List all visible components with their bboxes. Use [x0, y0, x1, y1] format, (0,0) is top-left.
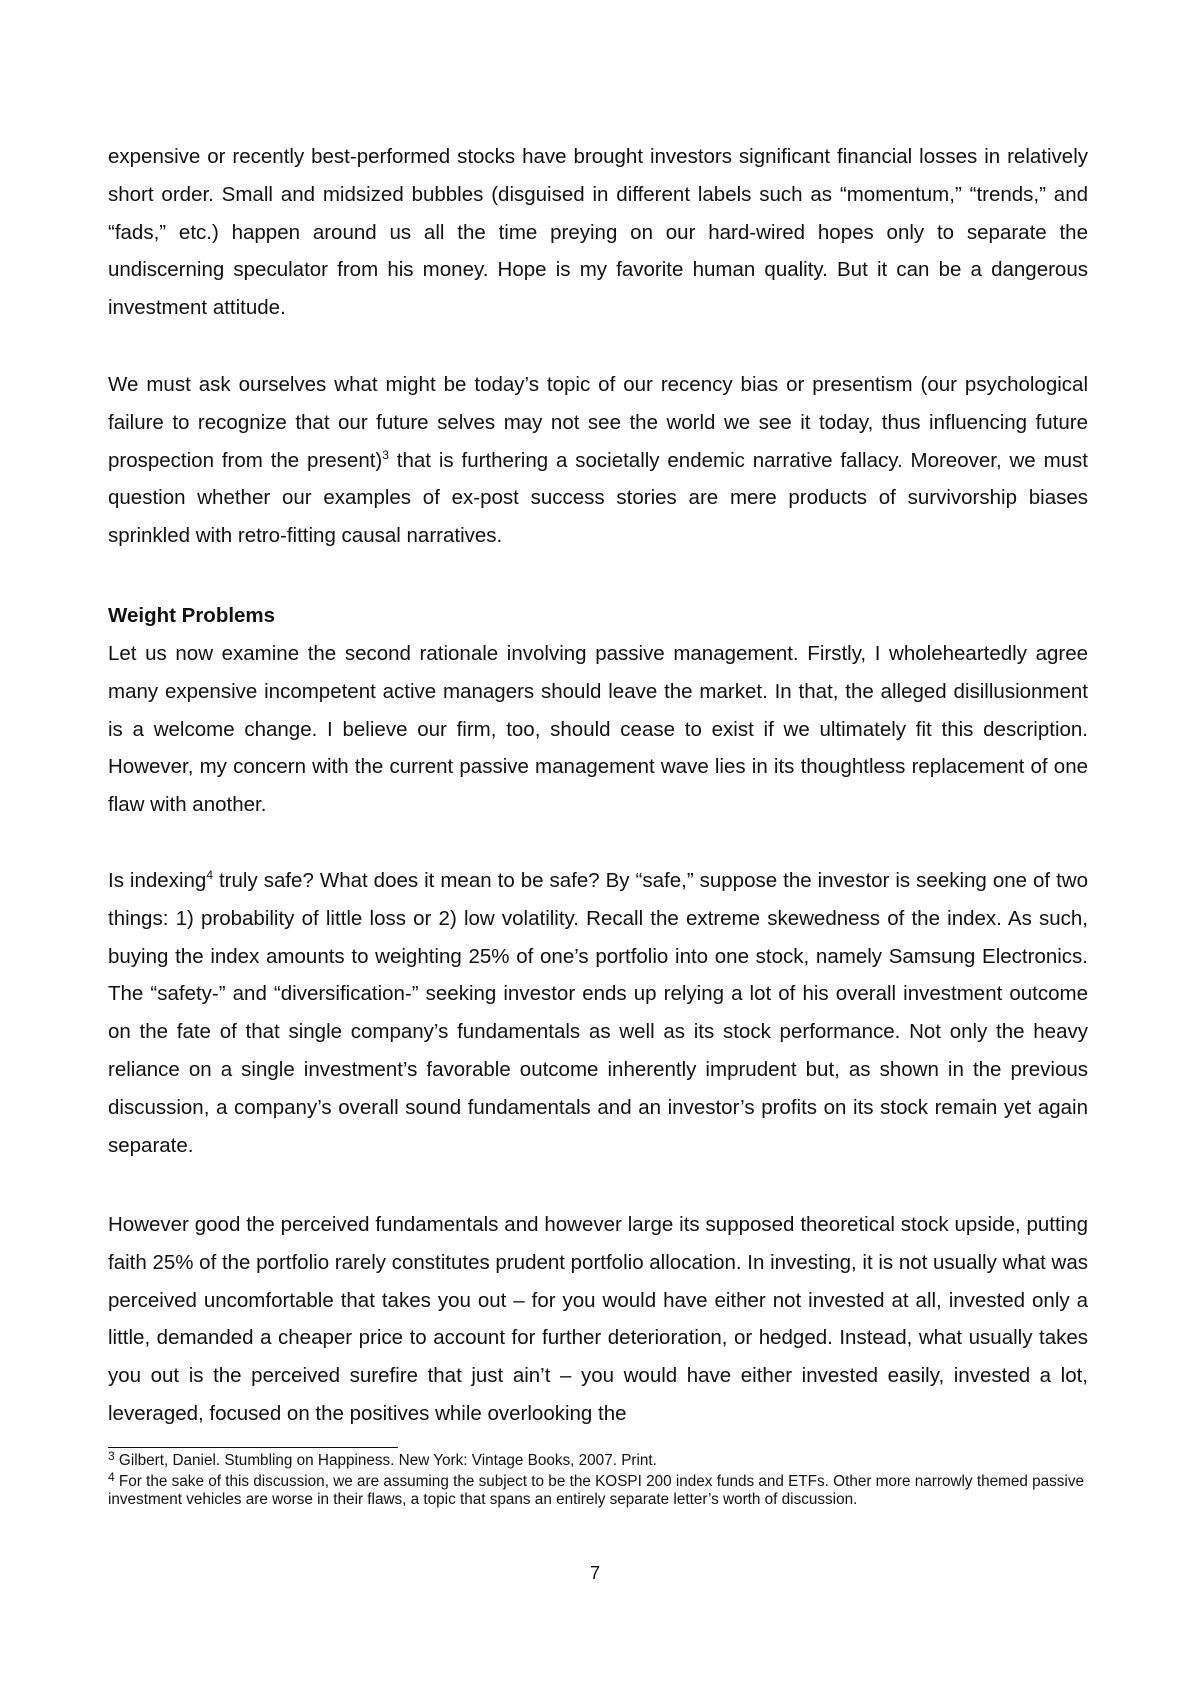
footnote-number: 3 [108, 1449, 115, 1463]
paragraph-2 [108, 366, 1088, 555]
footnote-ref-4: 4 [206, 868, 213, 883]
section-heading: Weight Problems [108, 604, 276, 627]
footnotes [108, 1449, 1088, 1512]
footnote-separator [108, 1447, 398, 1448]
paragraph-5: However good the perceived fundamentals and however large its supposed theoretical stock upside, putting faith 25% of the portfolio rarely constitutes prudent portfolio allocation. In investing, it is not usually what was perceived uncomfortable that takes you out – for you would have either not invested at all, invested only a little, demanded a cheaper price to account for further deterioration, or hedged. Instead, what usually takes you out is the perceived surefire that just ain’t – you would have either invested easily, invested a lot, leveraged, focused on the positives while overlooking the [108, 1213, 1088, 1425]
paragraph-2-text-b: that is furthering a societally endemic narrative fallacy. Moreover, we must question whether our examples of ex-post success stories are mere products of survivorship biases sprinkled with retro-fitting causal narratives. [108, 448, 1088, 548]
paragraph-4-text-a: Is indexing [108, 869, 207, 892]
footnote-4 [108, 1469, 1088, 1510]
footnote-text: For the sake of this discussion, we are assuming the subject to be the KOSPI 200 index funds and ETFs. Other more narrowly themed passive investment vehicles are worse in their flaws, a topic that spans an entirely separate letter’s worth of discussion. [108, 1472, 1084, 1508]
footnote-number: 4 [108, 1469, 115, 1484]
footnote-3 [108, 1449, 1088, 1471]
page-number: 7 [589, 1563, 600, 1583]
footnote-ref-3: 3 [382, 447, 389, 462]
paragraph-2-text-a: We must ask ourselves what might be today’s topic of our recency bias or presentism (our psychological failure to recognize that our future selves may not see the world we see it today, thus influencing future prospection from the present) [108, 373, 1088, 472]
paragraph-4-text-b: truly safe? What does it mean to be safe? By “safe,” suppose the investor is seeking one of two things: 1) probability of little loss or 2) low volatility. Recall the extreme skewedness of the index. As such, buying the index amounts to weighting 25% of one’s portfolio into one stock, namely Samsung Electronics. The “safety-” and “diversification-” seeking investor ends up relying a lot of his overall investment outcome on the fate of that single company’s fundamentals as well as its stock performance. Not only the heavy reliance on a single investment’s favorable outcome inherently imprudent but, as shown in the previous discussion, a company’s overall sound fundamentals and an investor’s profits on its stock remain yet again separate. [108, 869, 1088, 1157]
paragraph-1: expensive or recently best-performed stocks have brought investors significant financial losses in relatively short order. Small and midsized bubbles (disguised in different labels such as “momentum,” “trends,” and “fads,” etc.) happen around us all the time preying on our hard-wired hopes only to separate the undiscerning speculator from his money. Hope is my favorite human quality. But it can be a dangerous investment attitude. [108, 145, 1088, 320]
paragraph-3: Let us now examine the second rationale involving passive management. Firstly, I wholeheartedly agree many expensive incompetent active managers should leave the market. In that, the alleged disillusionment is a welcome change. I believe our firm, too, should cease to exist if we ultimately fit this description. However, my concern with the current passive management wave lies in its thoughtless replacement of one flaw with another. [108, 642, 1088, 817]
paragraph-4 [108, 862, 1088, 1164]
footnote-text: Gilbert, Daniel. Stumbling on Happiness. New York: Vintage Books, 2007. Print. [114, 1452, 657, 1469]
